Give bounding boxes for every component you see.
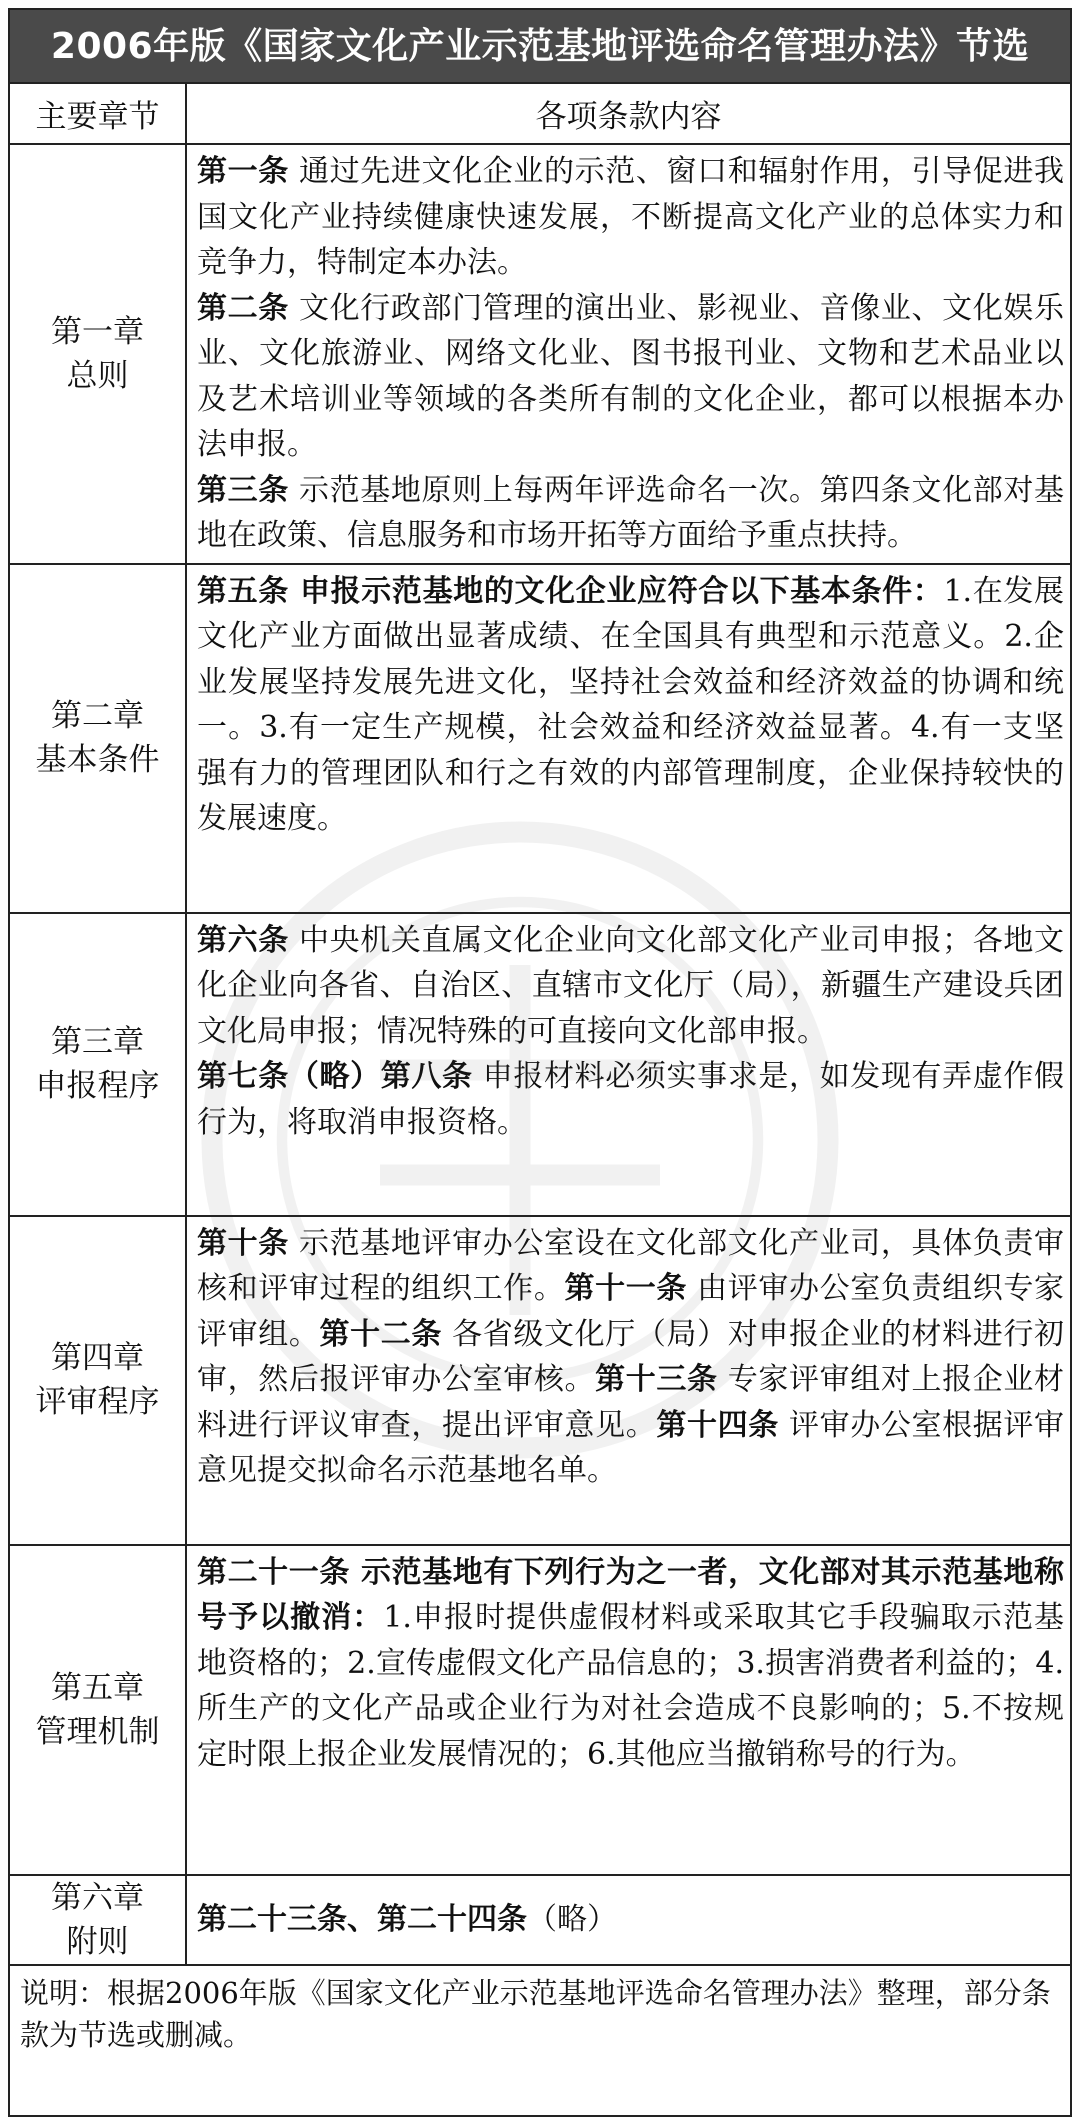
table-row — [10, 144, 1070, 564]
clause-heading: 第十二条 — [319, 1316, 442, 1352]
clause-text: 各省级文化厅（局）对申报企业的材料进行初审，然后报评审办公室审核。 — [197, 1316, 1065, 1397]
clause-heading: 第十四条 — [656, 1407, 779, 1443]
clause-paragraph — [197, 1550, 1064, 1778]
clause-heading: 第二条 — [197, 290, 289, 326]
clause-content — [186, 1545, 1070, 1875]
clause-paragraph — [197, 149, 1064, 286]
clause-text: 1.在发展文化产业方面做出显著成绩、在全国具有典型和示范意义。2.企业发展坚持发展先进文化，坚持社会效益和经济效益的协调和统一。3.有一定生产规模，社会效益和经济效益显著。4.有一支坚强有力的管理团队和行之有效的内部管理制度，企业保持较快的发展速度。 — [197, 573, 1064, 836]
table-row — [10, 1545, 1070, 1875]
chapter-title: 总则 — [66, 357, 129, 394]
clause-content — [186, 564, 1070, 913]
clause-content — [186, 913, 1070, 1216]
chapter-cell — [10, 1875, 186, 1965]
table-row — [10, 1875, 1070, 1965]
chapter-cell — [10, 1545, 186, 1875]
regulation-table — [10, 84, 1070, 2066]
clause-text: 文化行政部门管理的演出业、影视业、音像业、文化娱乐业、文化旅游业、网络文化业、图书报刊业、文物和艺术品业以及艺术培训业等领域的各类所有制的文化企业，都可以根据本办法申报。 — [197, 290, 1064, 462]
chapter-title: 基本条件 — [35, 742, 160, 778]
clause-heading: 第二十三条、第二十四条 — [197, 1901, 527, 1937]
clause-text: 由评审办公室负责组织专家评审组。 — [197, 1271, 1065, 1352]
chapter-cell — [10, 1216, 186, 1545]
chapter-cell — [10, 564, 186, 913]
table-row — [10, 1216, 1070, 1545]
clause-text: 中央机关直属文化企业向文化部文化产业司申报；各地文化企业向各省、自治区、直辖市文化厅（局），新疆生产建设兵团文化局申报；情况特殊的可直接向文化部申报。 — [197, 922, 1064, 1049]
clause-heading: 第三条 — [197, 472, 289, 508]
clause-paragraph — [197, 286, 1064, 468]
table-header-row — [10, 84, 1070, 144]
note-row — [10, 1965, 1070, 2066]
table-title: 2006年版《国家文化产业示范基地评选命名管理办法》节选 — [10, 10, 1070, 84]
clause-text: （略） — [527, 1901, 617, 1937]
clause-heading: 第十三条 — [595, 1362, 718, 1397]
clause-heading: 第六条 — [197, 922, 289, 958]
clause-heading: 第十条 — [197, 1225, 289, 1261]
clause-text: 示范基地原则上每两年评选命名一次。第四条文化部对基地在政策、信息服务和市场开拓等方面给予重点扶持。 — [197, 472, 1064, 553]
chapter-number: 第五章 — [51, 1669, 144, 1706]
clause-text: 专家评审组对上报企业材料进行评议审查，提出评审意见。 — [197, 1362, 1065, 1443]
clause-heading: 第七条（略）第八条 — [197, 1059, 473, 1094]
chapter-number: 第六章 — [51, 1879, 144, 1916]
clause-content — [186, 1875, 1070, 1965]
clause-heading: 第十一条 — [564, 1271, 687, 1306]
chapter-number: 第三章 — [51, 1024, 144, 1060]
clause-text: 评审办公室根据评审意见提交拟命名示范基地名单。 — [197, 1407, 1065, 1488]
clause-paragraph — [197, 918, 1064, 1055]
clause-heading: 第五条 申报示范基地的文化企业应符合以下基本条件： — [197, 573, 944, 609]
clause-paragraph — [197, 1897, 1064, 1943]
chapter-title: 附则 — [66, 1923, 129, 1960]
clause-content — [186, 1216, 1070, 1545]
clause-paragraph — [197, 569, 1064, 842]
chapter-number: 第一章 — [51, 313, 144, 350]
clause-paragraph — [197, 1054, 1064, 1145]
table-note: 说明：根据2006年版《国家文化产业示范基地评选命名管理办法》整理，部分条款为节选或删减。 — [10, 1965, 1070, 2066]
clause-paragraph — [197, 1221, 1064, 1494]
chapter-cell — [10, 913, 186, 1216]
table-row — [10, 564, 1070, 913]
chapter-number: 第四章 — [51, 1340, 144, 1376]
table-row — [10, 913, 1070, 1216]
chapter-title: 申报程序 — [35, 1068, 160, 1104]
chapter-cell — [10, 144, 186, 564]
clause-text: 1.申报时提供虚假材料或采取其它手段骗取示范基地资格的；2.宣传虚假文化产品信息的；3.损害消费者利益的；4.所生产的文化产品或企业行为对社会造成不良影响的；5.不按规定时限上报企业发展情况的；6.其他应当撤销称号的行为。 — [197, 1600, 1065, 1772]
document-sheet — [8, 8, 1072, 2117]
chapter-number: 第二章 — [51, 698, 144, 734]
header-chapter: 主要章节 — [10, 84, 186, 144]
clause-heading: 第一条 — [197, 154, 289, 189]
clause-text: 示范基地评审办公室设在文化部文化产业司，具体负责审核和评审过程的组织工作。 — [197, 1225, 1064, 1306]
clause-text: 通过先进文化企业的示范、窗口和辐射作用，引导促进我国文化产业持续健康快速发展，不断提高文化产业的总体实力和竞争力，特制定本办法。 — [197, 154, 1064, 280]
clause-text: 申报材料必须实事求是，如发现有弄虚作假行为，将取消申报资格。 — [197, 1059, 1065, 1140]
clause-content — [186, 144, 1070, 564]
header-content: 各项条款内容 — [186, 84, 1070, 144]
chapter-title: 评审程序 — [35, 1384, 160, 1420]
chapter-title: 管理机制 — [35, 1713, 160, 1750]
clause-paragraph — [197, 468, 1064, 559]
clause-heading: 第二十一条 示范基地有下列行为之一者，文化部对其示范基地称号予以撤消： — [197, 1554, 1064, 1635]
